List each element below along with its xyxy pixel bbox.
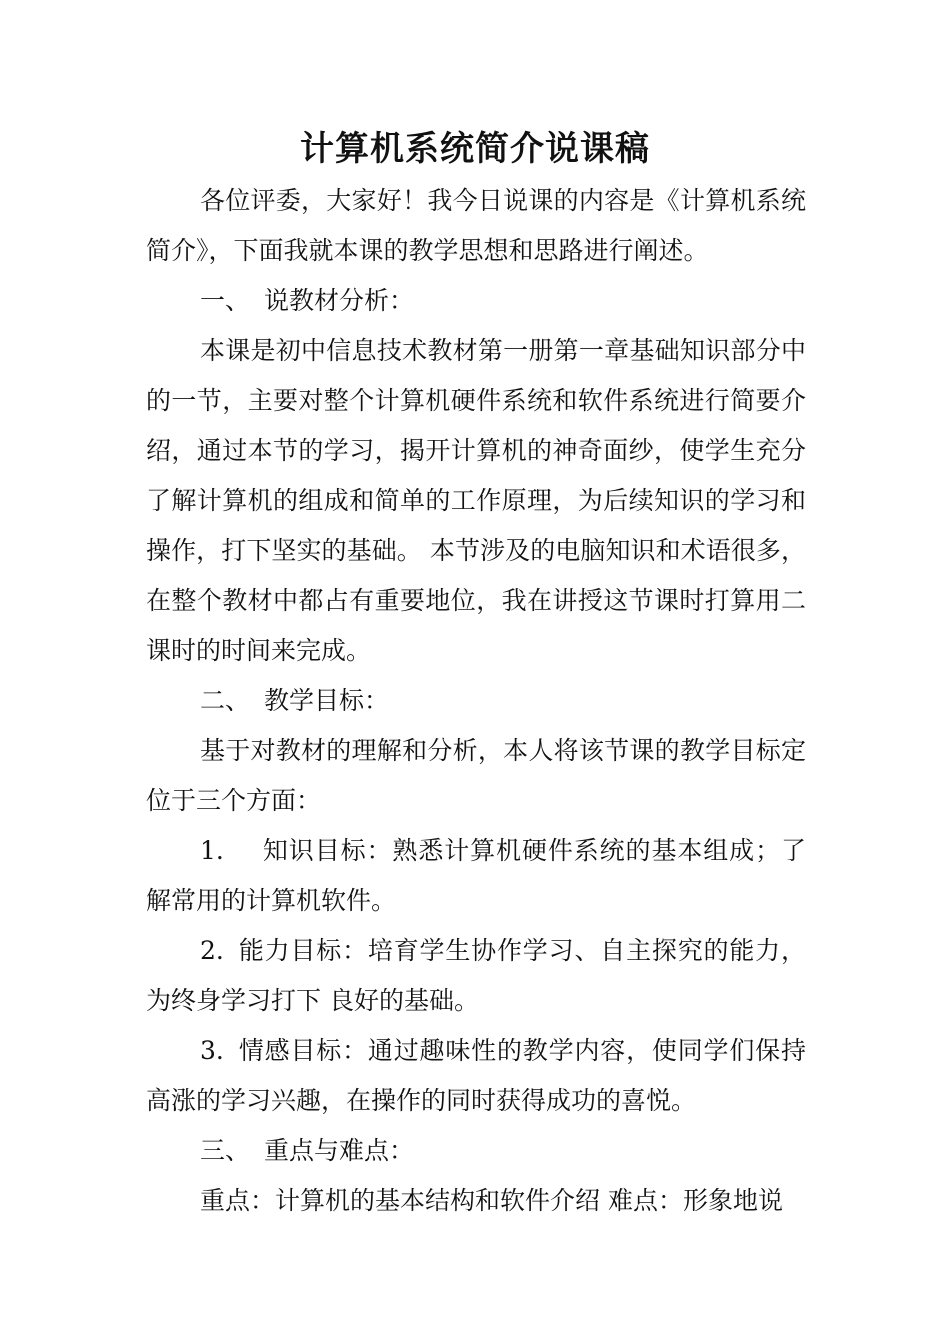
section-number-3: 三、 [200,1136,251,1165]
section-body-1: 本课是初中信息技术教材第一册第一章基础知识部分中的一节，主要对整个计算机硬件系统和软件系统进行简要介绍，通过本节的学习，揭开计算机的神奇面纱，使学生充分了解计算机的组成和简单的工作原理，为后续知识的学习和操作，打下坚实的基础。 本节涉及的电脑知识和术语很多，在整个教材中都占有重要地位，我在讲授这节课时打算用二课时的时间来完成。 [146,336,806,665]
list-item [146,926,806,1026]
section-title-3: 重点与难点： [264,1136,415,1165]
list-item-text: 能力目标：培育学生协作学习、自主探究的能力，为终身学习打下 良好的基础。 [146,936,806,1015]
section-heading-2 [146,676,806,726]
section-body-3: 重点：计算机的基本结构和软件介绍 难点：形象地说 [200,1186,783,1215]
document-title: 计算机系统简介说课稿 [300,129,650,169]
section-title-1: 说教材分析： [264,286,415,315]
list-item [146,1026,806,1126]
list-item-number: 2. [200,936,224,965]
intro-paragraph: 各位评委，大家好！我今日说课的内容是《计算机系统简介》，下面我就本课的教学思想和思路进行阐述。 [146,186,806,265]
section-number-2: 二、 [200,686,251,715]
section-body-2: 基于对教材的理解和分析，本人将该节课的教学目标定位于三个方面： [146,736,806,815]
list-item-number: 3. [200,1036,224,1065]
section-heading-3 [146,1126,806,1176]
list-item-text: 知识目标：熟悉计算机硬件系统的基本组成；了解常用的计算机软件。 [146,836,806,915]
section-heading-1 [146,276,806,326]
section-number-1: 一、 [200,286,251,315]
list-item-text: 情感目标：通过趣味性的教学内容，使同学们保持高涨的学习兴趣，在操作的同时获得成功的喜悦。 [146,1036,806,1115]
document-body [146,176,806,1226]
section-title-2: 教学目标： [264,686,390,715]
list-item [146,826,806,926]
list-item-number: 1. [200,836,224,865]
